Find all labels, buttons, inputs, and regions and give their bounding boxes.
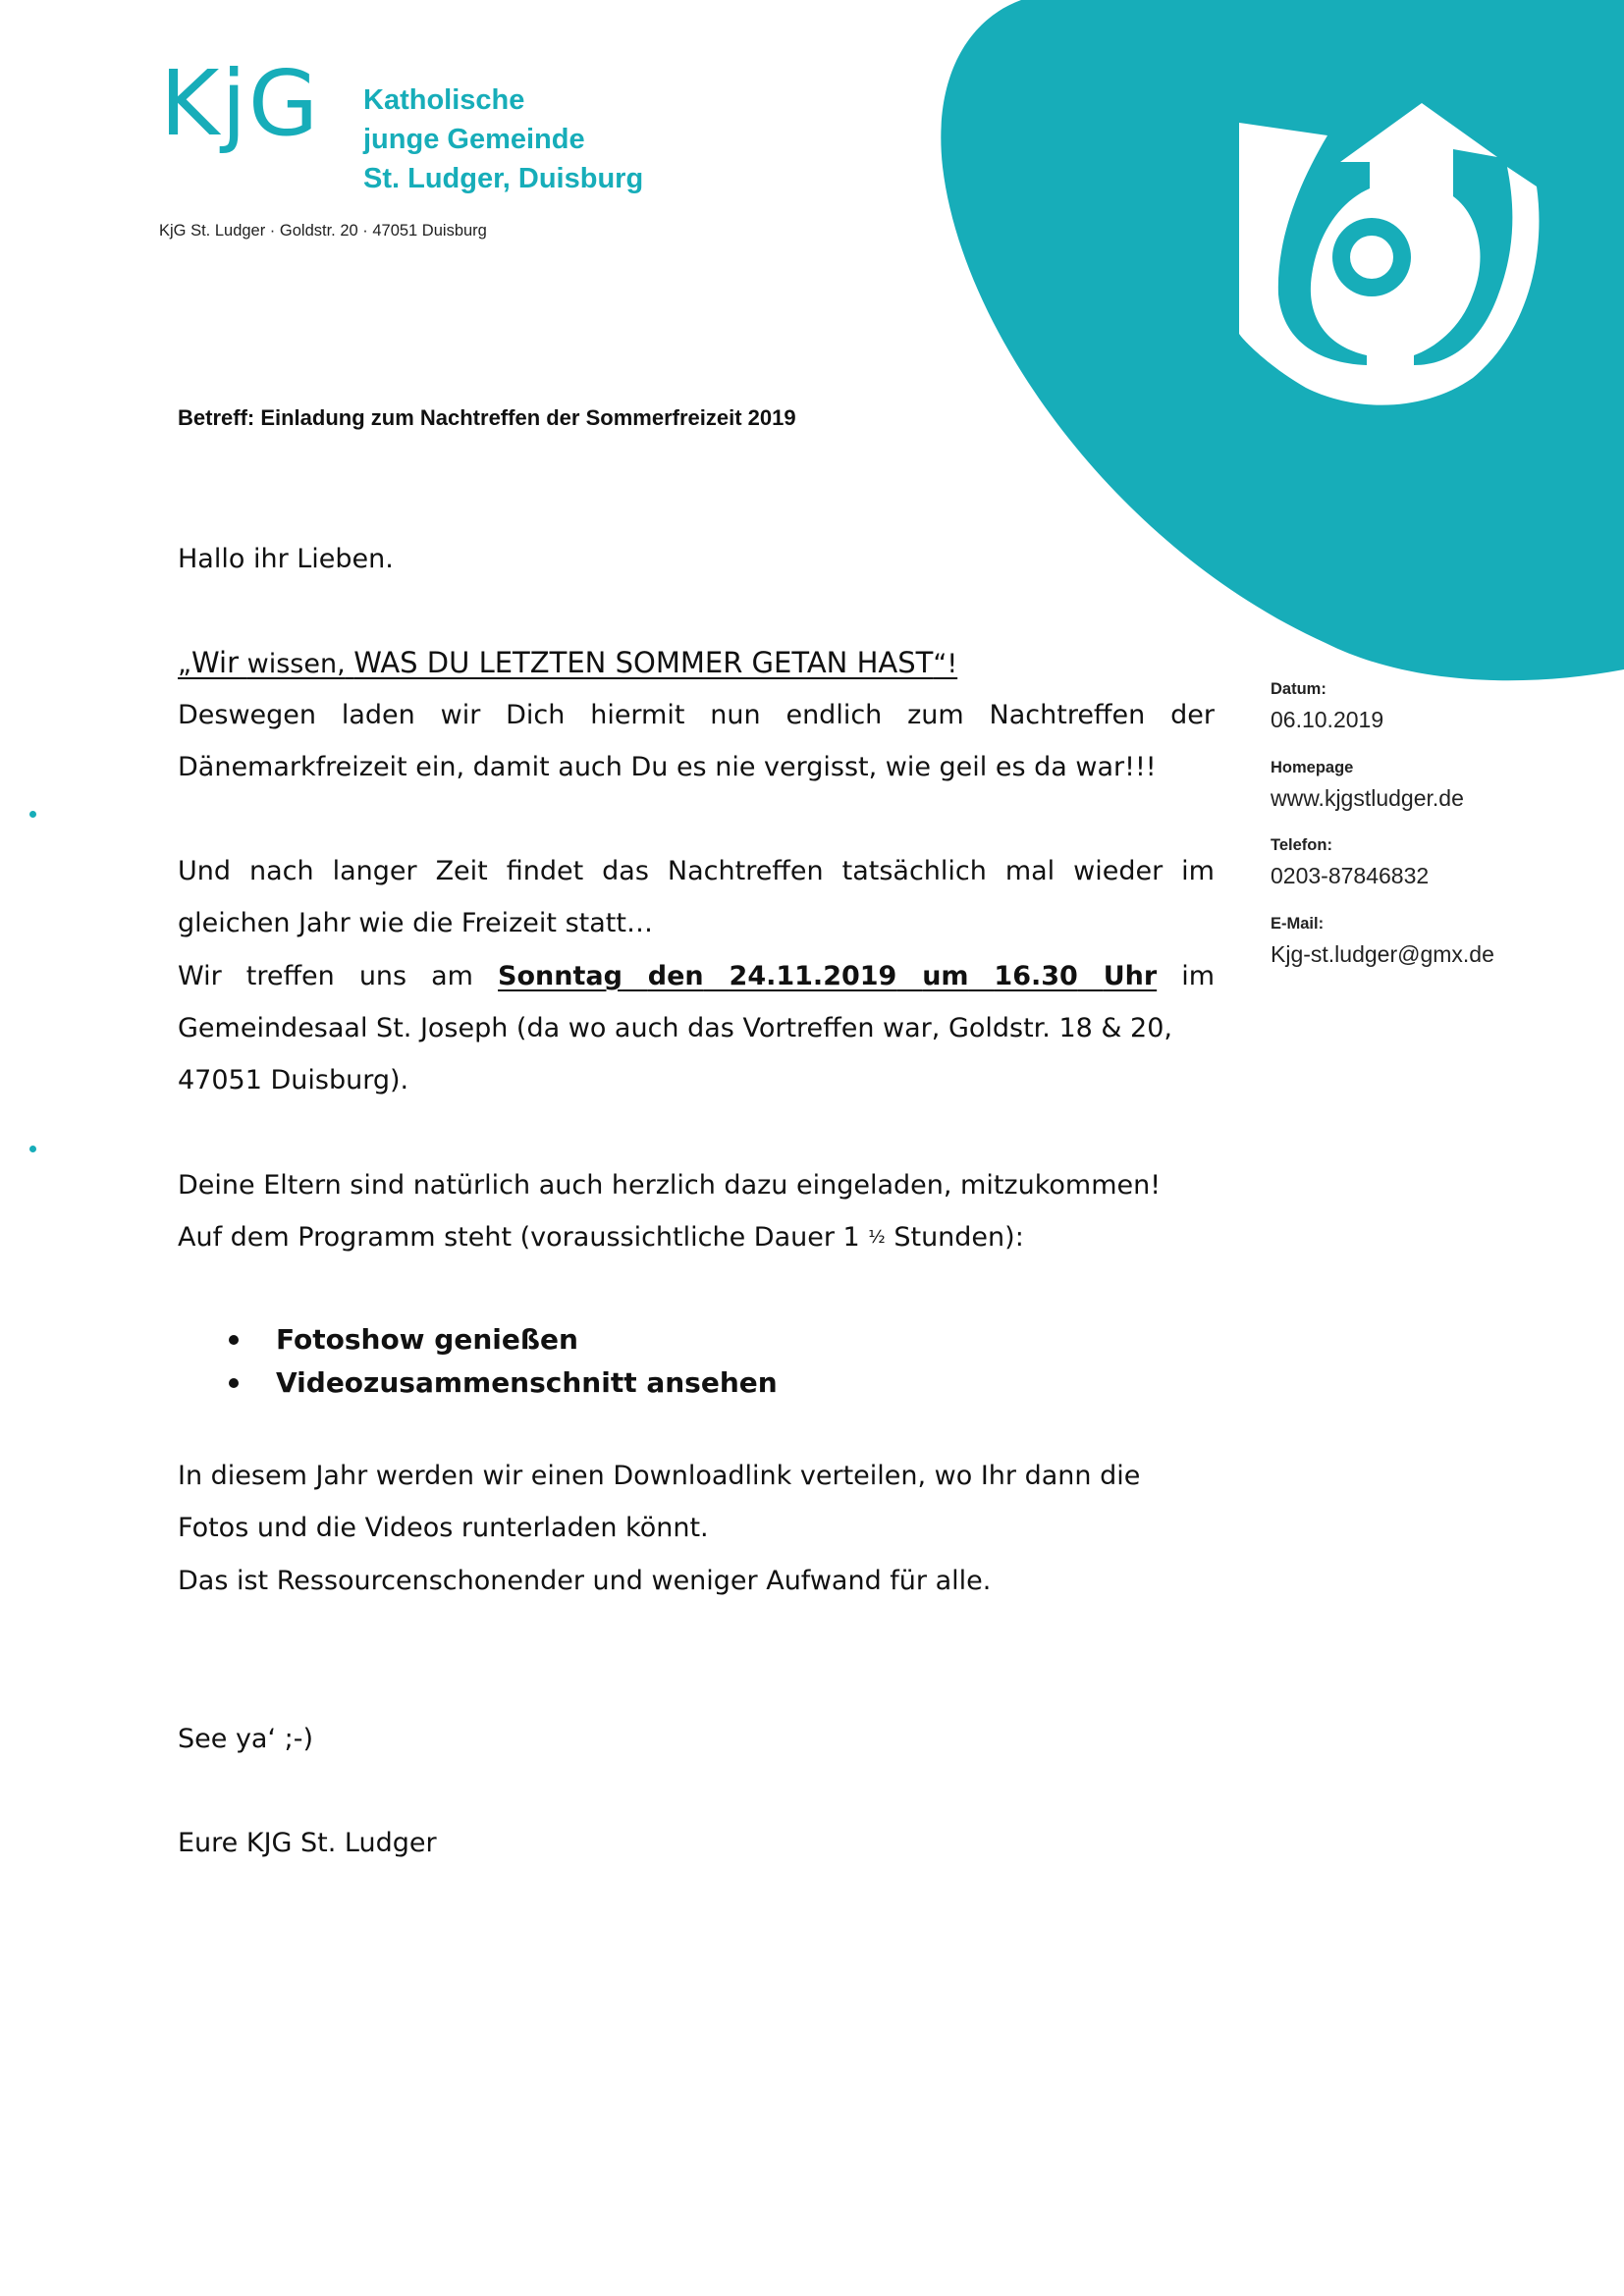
word: findet [506,856,584,886]
greeting: Hallo ihr Lieben. [178,544,394,574]
event-date-word: Sonntag [498,961,623,991]
duration-unit: Stunden): [893,1222,1024,1253]
event-date-word: 16.30 [994,961,1078,991]
org-line: junge Gemeinde [363,124,585,155]
word: am [431,961,473,991]
word: das [602,856,649,886]
duration-text: Auf dem Programm steht (voraussichtliche Dauer 1 [178,1222,860,1253]
word: wir [440,700,481,730]
word: hiermit [590,700,685,730]
date-label: Datum: [1271,680,1326,698]
headline [178,637,957,690]
headline-wissen: wissen, [246,649,346,679]
word: im [1181,856,1215,886]
word: Deswegen [178,700,317,730]
word: treffen [245,961,335,991]
paragraph-4-line-1: In diesem Jahr werden wir einen Downloadlink verteilen, wo Ihr dann die [178,1461,1141,1491]
paragraph-1-line-1 [178,689,1215,741]
word: nach [248,856,314,886]
word: langer [332,856,417,886]
word: laden [341,700,415,730]
paragraph-2-line-1 [178,845,1215,897]
event-date-word: den [647,961,704,991]
headline-caps: WAS DU LETZTEN SOMMER GETAN HAST [353,646,934,679]
word: zum [907,700,964,730]
headline-close: “! [933,649,958,679]
word: Wir [178,961,222,991]
paragraph-2-line-5: 47051 Duisburg). [178,1065,409,1095]
headline-underlined [178,646,958,679]
margin-dot [29,811,36,818]
event-date-word: um [922,961,969,991]
phone-label: Telefon: [1271,836,1332,854]
word: Zeit [435,856,488,886]
quote-mark: „ [178,649,191,679]
org-line: Katholische [363,84,525,116]
program-item-label: Videozusammenschnitt ansehen [276,1366,778,1399]
fraction-half: ½ [868,1227,886,1248]
paragraph-2-line-4: Gemeindesaal St. Joseph (da wo auch das Vortreffen war, Goldstr. 18 & 20, [178,1013,1172,1043]
farewell: See ya‘ ;-) [178,1724,314,1754]
word: endlich [785,700,883,730]
paragraph-2-line-3 [178,950,1215,1002]
bullet-icon [229,1378,239,1388]
paragraph-3-line-1: Deine Eltern sind natürlich auch herzlich dazu eingeladen, mitzukommen! [178,1170,1162,1201]
headline-wir: Wir [191,646,240,679]
homepage-label: Homepage [1271,759,1354,776]
word: Und [178,856,232,886]
bullet-icon [229,1335,239,1345]
kjg-logo-text: KjG [160,51,321,156]
paragraph-4-line-2: Fotos und die Videos runterladen könnt. [178,1513,709,1543]
signature: Eure KJG St. Ludger [178,1828,437,1858]
homepage-value: www.kjgstludger.de [1271,785,1464,811]
date-value: 06.10.2019 [1271,707,1384,732]
word: Nachtreffen [989,700,1146,730]
paragraph-1-line-2: Dänemarkfreizeit ein, damit auch Du es nie vergisst, wie geil es da war!!! [178,752,1157,782]
program-item-label: Fotoshow genießen [276,1323,578,1356]
email-label: E-Mail: [1271,915,1325,933]
list-item [178,1318,778,1362]
email-value: Kjg-st.ludger@gmx.de [1271,941,1494,967]
word: uns [358,961,407,991]
paragraph-4-line-3: Das ist Ressourcenschonender und weniger Aufwand für alle. [178,1566,992,1596]
word: im [1181,961,1215,991]
list-item [178,1362,778,1405]
sender-address-line: KjG St. Ludger · Goldstr. 20 · 47051 Duisburg [159,222,487,240]
word: der [1170,700,1215,730]
program-list [178,1318,778,1405]
letter-subject: Betreff: Einladung zum Nachtreffen der Sommerfreizeit 2019 [178,405,796,430]
event-date-word: 24.11.2019 [729,961,897,991]
word: Dich [506,700,566,730]
word: nun [710,700,761,730]
paragraph-3-line-2 [178,1211,1024,1263]
organization-name [363,80,643,198]
event-date-word: Uhr [1103,961,1158,991]
word: mal [1004,856,1056,886]
org-line: St. Ludger, Duisburg [363,163,644,194]
phone-value: 0203-87846832 [1271,863,1430,888]
word: Nachtreffen [667,856,824,886]
margin-dot [29,1146,36,1152]
word: tatsächlich [841,856,987,886]
paragraph-2-line-2: gleichen Jahr wie die Freizeit statt… [178,908,653,938]
word: wieder [1073,856,1164,886]
